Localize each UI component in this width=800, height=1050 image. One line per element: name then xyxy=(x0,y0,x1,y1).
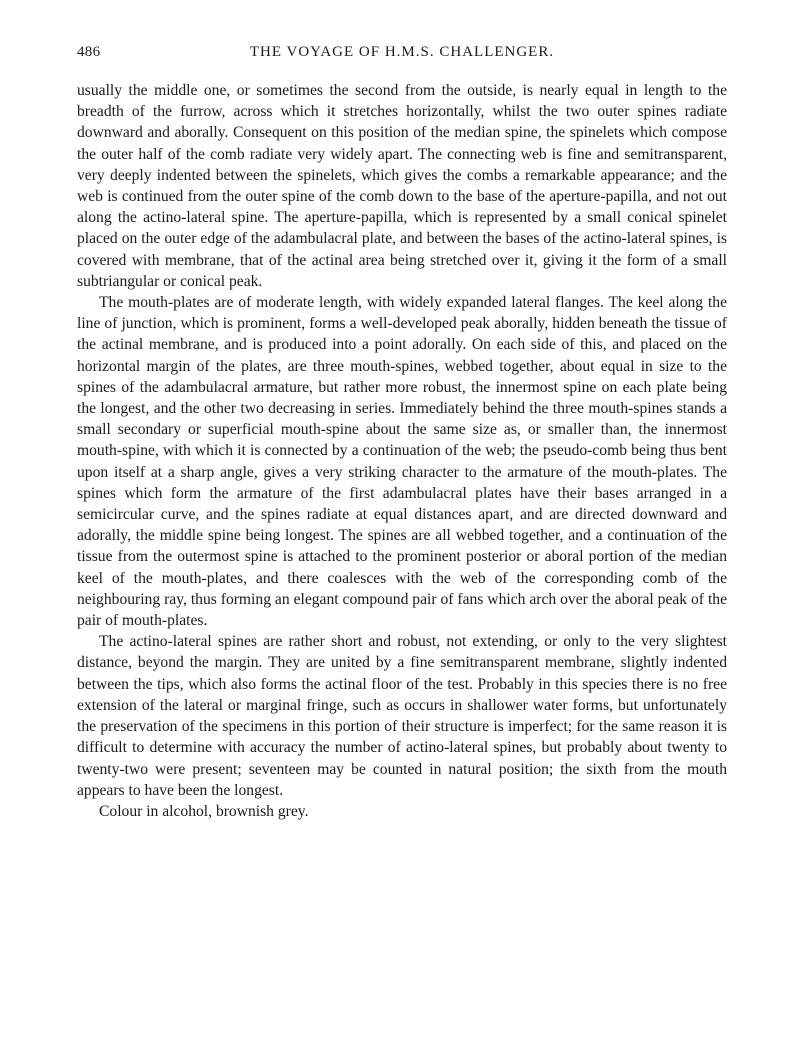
paragraph-actino-lateral-spines: The actino-lateral spines are rather short and robust, not extending, or only to the very slightest distance, beyond the margin. They are united by a fine semitransparent membrane, slightly indented between the tips, which also forms the actinal floor of the test. Probably in this species there is no free extension of the lateral or marginal fringe, such as occurs in shallower water forms, but unfortunately the preservation of the specimens in this portion of their structure is imperfect; for the same reason it is difficult to determine with accuracy the number of actino-lateral spines, but probably about twenty to twenty-two were present; seventeen may be counted in natural position; the sixth from the mouth appears to have been the longest. xyxy=(77,633,727,799)
paragraph-continued: usually the middle one, or sometimes the second from the outside, is nearly equal in length to the breadth of the furrow, across which it stretches horizontally, whilst the two outer spines radiate downward and aborally. Consequent on this position of the median spine, the spinelets which compose the outer half of the comb radiate very widely apart. The connecting web is fine and semitransparent, very deeply indented between the spinelets, which gives the combs a remarkable appearance; and the web is continued from the outer spine of the comb down to the base of the aperture-papilla, and not out along the actino-lateral spine. The aperture-papilla, which is represented by a small conical spinelet placed on the outer edge of the adambulacral plate, and between the bases of the actino-lateral spines, is covered with membrane, that of the actinal area being stretched over it, giving it the form of a small subtriangular or conical peak. xyxy=(77,82,727,290)
paragraph-mouth-plates: The mouth-plates are of moderate length, with widely expanded lateral flanges. The keel along the line of junction, which is prominent, forms a well-developed peak aborally, hidden beneath the tissue of the actinal membrane, and is produced into a point adorally. On each side of this, and placed on the horizontal margin of the plates, are three mouth-spines, webbed together, about equal in size to the spines of the adambulacral armature, but rather more robust, the innermost spine on each plate being the longest, and the other two decreasing in series. Immediately behind the three mouth-spines stands a small secondary or superficial mouth-spine about the same size as, or smaller than, the innermost mouth-spine, with which it is connected by a continuation of the web; the pseudo-comb being thus bent upon itself at a sharp angle, gives a very striking character to the armature of the mouth-plates. The spines which form the armature of the first adambulacral plates have their bases arranged in a semicircular curve, and the spines radiate at equal distances apart, and are directed downward and adorally, the middle spine being longest. The spines are all webbed together, and a continuation of the tissue from the outermost spine is attached to the prominent posterior or aboral portion of the median keel of the mouth-plates, and there coalesces with the web of the corresponding comb of the neighbouring ray, thus forming an elegant compound pair of fans which arch over the aboral peak of the pair of mouth-plates. xyxy=(77,294,727,630)
page-number: 486 xyxy=(77,44,101,60)
running-head xyxy=(77,44,727,66)
paragraph-colour: Colour in alcohol, brownish grey. xyxy=(99,802,309,820)
running-title: THE VOYAGE OF H.M.S. CHALLENGER. xyxy=(249,44,555,60)
body-text xyxy=(77,80,727,822)
